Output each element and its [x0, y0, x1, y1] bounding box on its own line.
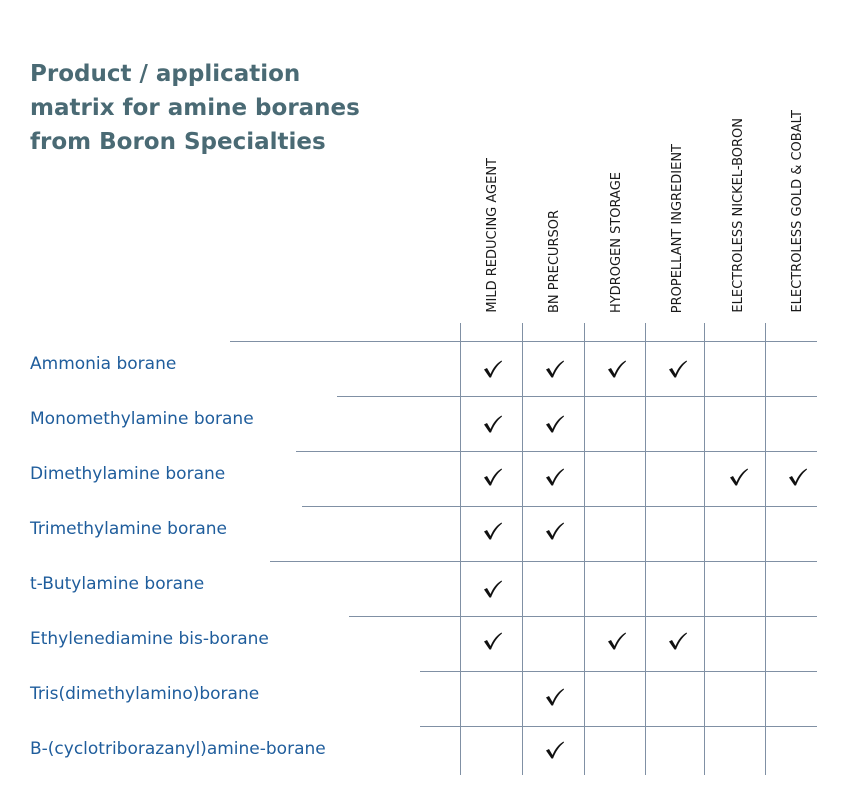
column-header: BN PRECURSOR	[547, 209, 562, 313]
row-label: t-Butylamine borane	[30, 574, 205, 594]
check-mark-icon	[728, 466, 750, 488]
column-header: HYDROGEN STORAGE	[609, 171, 624, 313]
check-mark-icon	[606, 630, 628, 652]
check-mark-icon	[787, 466, 809, 488]
title-line-2: matrix for amine boranes	[30, 95, 360, 121]
grid-column-line	[522, 323, 523, 775]
row-label: Ammonia borane	[30, 354, 177, 374]
grid-row-line	[296, 451, 817, 452]
check-mark-icon	[544, 466, 566, 488]
grid-row-line	[420, 671, 817, 672]
check-mark-icon	[544, 520, 566, 542]
grid-row-line	[337, 396, 817, 397]
row-label: Monomethylamine borane	[30, 409, 254, 429]
check-mark-icon	[482, 413, 504, 435]
grid-column-line	[645, 323, 646, 775]
grid-column-line	[584, 323, 585, 775]
column-header: ELECTROLESS NICKEL-BORON	[731, 118, 746, 313]
column-header: ELECTROLESS GOLD & COBALT	[790, 110, 805, 313]
grid-row-line	[230, 341, 817, 342]
check-mark-icon	[482, 520, 504, 542]
check-mark-icon	[482, 630, 504, 652]
check-mark-icon	[482, 358, 504, 380]
check-mark-icon	[606, 358, 628, 380]
title-line-1: Product / application	[30, 61, 301, 87]
grid-row-line	[270, 561, 817, 562]
row-label: Dimethylamine borane	[30, 464, 226, 484]
column-header: MILD REDUCING AGENT	[485, 158, 500, 313]
column-header: PROPELLANT INGREDIENT	[670, 143, 685, 313]
title-line-3: from Boron Specialties	[30, 129, 326, 155]
grid-column-line	[460, 323, 461, 775]
check-mark-icon	[667, 630, 689, 652]
check-mark-icon	[544, 358, 566, 380]
grid-column-line	[765, 323, 766, 775]
grid-row-line	[349, 616, 817, 617]
check-mark-icon	[544, 413, 566, 435]
check-mark-icon	[544, 686, 566, 708]
row-label: Trimethylamine borane	[30, 519, 228, 539]
check-mark-icon	[544, 739, 566, 761]
grid-row-line	[420, 726, 817, 727]
check-mark-icon	[482, 466, 504, 488]
row-label: Ethylenediamine bis-borane	[30, 629, 269, 649]
check-mark-icon	[667, 358, 689, 380]
matrix-title	[30, 57, 410, 159]
row-label: Tris(dimethylamino)borane	[30, 684, 260, 704]
grid-column-line	[704, 323, 705, 775]
grid-row-line	[302, 506, 817, 507]
row-label: B-(cyclotriborazanyl)amine-borane	[30, 739, 326, 759]
check-mark-icon	[482, 578, 504, 600]
